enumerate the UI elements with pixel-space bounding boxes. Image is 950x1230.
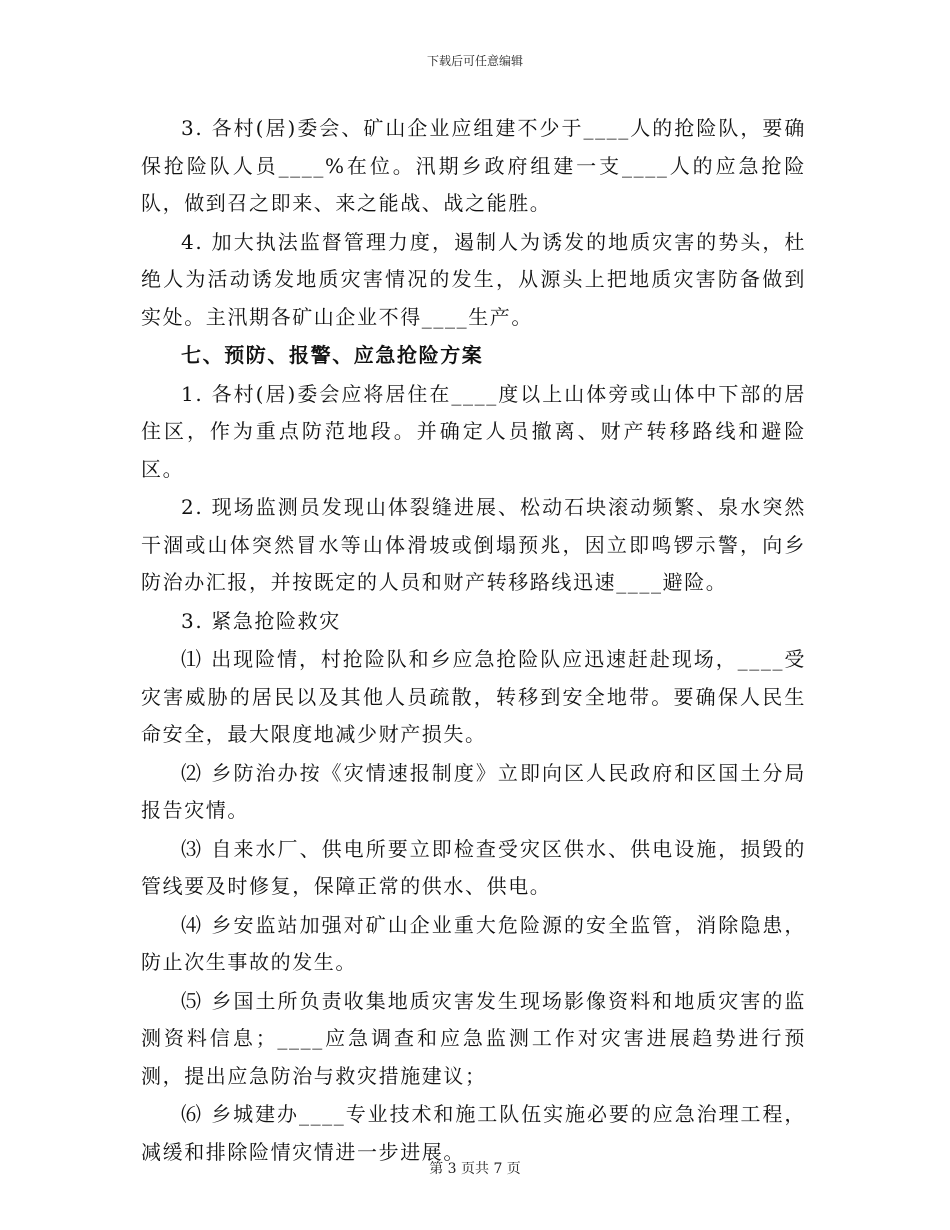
list-item-6: ⑹ 乡城建办____专业技术和施工队伍实施必要的应急治理工程，减缓和排除险情灾情进一步进展。 [141,1102,806,1164]
list-item-1: ⑴ 出现险情，村抢险队和乡应急抢险队应迅速赶赴现场，____受灾害威胁的居民以及其他人员疏散，转移到安全地带。要确保人民生命安全，最大限度地减少财产损失。 [141,647,806,746]
section-heading: 七、预防、报警、应急抢险方案 [181,343,484,367]
list-item-4: ⑷ 乡安监站加强对矿山企业重大危险源的安全监管，消除隐患，防止次生事故的发生。 [141,912,806,974]
paragraph-key-areas: 1. 各村(居)委会应将居住在____度以上山体旁或山体中下部的居住区，作为重点防范地段。并确定人员撤离、财产转移路线和避险区。 [141,381,806,481]
document-body [141,110,806,1172]
list-item-3: ⑶ 自来水厂、供电所要立即检查受灾区供水、供电设施，损毁的管线要及时修复，保障正常的供水、供电。 [141,836,806,898]
paragraph-monitoring: 2. 现场监测员发现山体裂缝进展、松动石块滚动频繁、泉水突然干涸或山体突然冒水等山体滑坡或倒塌预兆，因立即鸣锣示警，向乡防治办汇报，并按既定的人员和财产转移路线迅速____避险。 [141,495,806,594]
page-footer: 第 3 页共 7 页 [429,1161,521,1177]
page-header: 下载后可任意编辑 [426,54,523,68]
list-item-2: ⑵ 乡防治办按《灾情速报制度》立即向区人民政府和区国土分局报告灾情。 [141,760,806,822]
paragraph-law-enforcement: 4. 加大执法监督管理力度，遏制人为诱发的地质灾害的势头，杜绝人为活动诱发地质灾害情况的发生，从源头上把地质灾害防备做到实处。主汛期各矿山企业不得____生产。 [141,229,806,329]
paragraph-emergency-title: 3. 紧急抢险救灾 [181,608,341,633]
paragraph-rescue-team: 3. 各村(居)委会、矿山企业应组建不少于____人的抢险队，要确保抢险队人员____%在位。汛期乡政府组建一支____人的应急抢险队，做到召之即来、来之能战、战之能胜。 [141,116,806,215]
list-item-5: ⑸ 乡国土所负责收集地质灾害发生现场影像资料和地质灾害的监测资料信息；____应急调查和应急监测工作对灾害进展趋势进行预测，提出应急防治与救灾措施建议； [141,988,806,1088]
